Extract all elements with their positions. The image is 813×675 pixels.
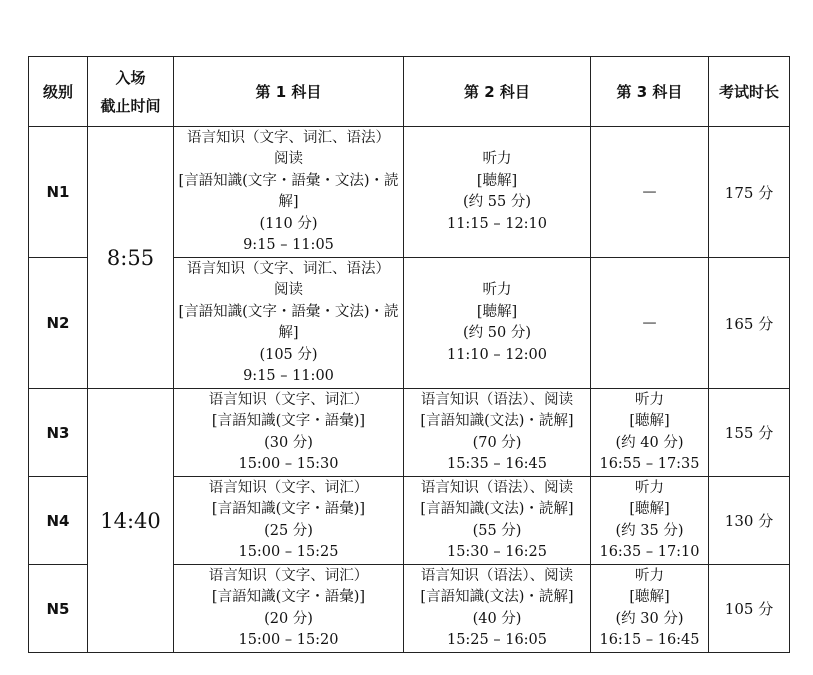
subject-line: 语言知识（文字、词汇、语法） [187, 260, 390, 277]
subject1-cell [174, 127, 404, 258]
subject-line: 15:00 – 15:25 [238, 544, 339, 560]
subject-line: [言語知識(文字・語彙)] [211, 589, 366, 605]
subject-line: [言語知識(文法)・読解] [420, 589, 574, 605]
subject-line: [言語知識(文字・語彙・文法)・読解] [178, 172, 399, 210]
subject-line: [言語知識(文法)・読解] [420, 413, 574, 429]
subject-line: (约 55 分) [463, 194, 531, 210]
subject2-cell [404, 258, 591, 389]
header-cutoff [88, 57, 174, 127]
subject-line: [聴解] [476, 303, 518, 320]
subject-line: (约 40 分) [615, 434, 684, 451]
subject-line: (110 分) [259, 215, 318, 232]
subject-line: 16:55 – 17:35 [599, 456, 700, 472]
subject-line: 15:00 – 15:30 [238, 456, 339, 472]
subject-line: 11:10 – 12:00 [446, 346, 548, 363]
level-cell: N1 [29, 127, 88, 258]
subject-line: (40 分) [472, 610, 522, 627]
subject-line: [言語知識(文字・語彙)] [211, 501, 366, 517]
subject3-cell [591, 477, 709, 565]
cutoff-cell: 8:55 [88, 127, 174, 389]
subject3-cell [591, 389, 709, 477]
duration-cell: 105 分 [709, 565, 790, 653]
header-subject2: 第 2 科目 [404, 57, 591, 127]
subject3-cell: — [591, 127, 709, 258]
subject-line: [言語知識(文字・語彙・文法)・読解] [178, 303, 399, 341]
subject-line: [言語知識(文字・語彙)] [211, 413, 366, 429]
exam-schedule-table [28, 56, 790, 653]
header-subject1: 第 1 科目 [174, 57, 404, 127]
subject-line: 听力 [482, 151, 512, 167]
subject-line: 16:15 – 16:45 [599, 632, 700, 648]
subject3-cell: — [591, 258, 709, 389]
subject1-cell [174, 477, 404, 565]
level-cell: N5 [29, 565, 88, 653]
header-subject3: 第 3 科目 [591, 57, 709, 127]
subject-line: 语言知识（语法）、阅读 [420, 391, 574, 408]
subject-line: 语言知识（语法）、阅读 [420, 567, 574, 584]
subject-line: (约 50 分) [463, 325, 531, 341]
subject-line: [聴解] [629, 589, 670, 605]
subject-line: (约 30 分) [615, 610, 684, 627]
subject-line: (70 分) [472, 434, 522, 451]
subject-line: 15:30 – 16:25 [446, 544, 548, 560]
level-cell: N4 [29, 477, 88, 565]
header-duration: 考试时长 [709, 57, 790, 127]
subject-line: 阅读 [274, 151, 303, 167]
duration-cell: 175 分 [709, 127, 790, 258]
subject-line: 15:25 – 16:05 [446, 632, 548, 648]
subject-line: [聴解] [629, 501, 670, 517]
header-level: 级别 [29, 57, 88, 127]
table-row [29, 389, 790, 477]
duration-cell: 130 分 [709, 477, 790, 565]
subject1-cell [174, 565, 404, 653]
subject-line: (约 35 分) [615, 522, 684, 539]
subject-line: [聴解] [476, 172, 518, 189]
subject2-cell [404, 565, 591, 653]
subject-line: 听力 [482, 282, 512, 298]
subject-line: (25 分) [264, 522, 313, 539]
subject-line: (30 分) [264, 434, 313, 451]
subject-line: 9:15 – 11:00 [243, 368, 334, 384]
subject-line: 11:15 – 12:10 [446, 215, 548, 232]
subject3-cell [591, 565, 709, 653]
subject-line: [聴解] [629, 413, 670, 429]
subject-line: 听力 [635, 567, 664, 584]
header-cutoff-line1: 入场 [115, 68, 146, 87]
subject1-cell [174, 258, 404, 389]
subject2-cell [404, 477, 591, 565]
subject-line: 16:35 – 17:10 [599, 544, 700, 560]
header-row [29, 57, 790, 127]
subject-line: 听力 [635, 391, 664, 408]
subject-line: 语言知识（语法）、阅读 [420, 479, 574, 496]
subject-line: (55 分) [472, 522, 522, 539]
subject-line: 15:00 – 15:20 [238, 632, 339, 648]
subject-line: (20 分) [264, 610, 313, 627]
subject-line: 语言知识（文字、词汇） [208, 479, 369, 496]
subject-line: 9:15 – 11:05 [243, 237, 334, 253]
header-cutoff-line2: 截止时间 [100, 96, 161, 115]
level-cell: N2 [29, 258, 88, 389]
subject2-cell [404, 127, 591, 258]
duration-cell: 155 分 [709, 389, 790, 477]
subject-line: 语言知识（文字、词汇） [208, 567, 369, 584]
subject-line: 语言知识（文字、词汇） [208, 391, 369, 408]
level-cell: N3 [29, 389, 88, 477]
subject-line: 阅读 [274, 282, 303, 298]
subject-line: 15:35 – 16:45 [446, 456, 548, 472]
subject-line: 听力 [635, 479, 664, 496]
subject-line: [言語知識(文法)・読解] [420, 501, 574, 517]
duration-cell: 165 分 [709, 258, 790, 389]
subject1-cell [174, 389, 404, 477]
cutoff-cell: 14:40 [88, 389, 174, 653]
subject2-cell [404, 389, 591, 477]
table-row [29, 127, 790, 258]
subject-line: (105 分) [259, 346, 318, 363]
subject-line: 语言知识（文字、词汇、语法） [187, 129, 390, 146]
